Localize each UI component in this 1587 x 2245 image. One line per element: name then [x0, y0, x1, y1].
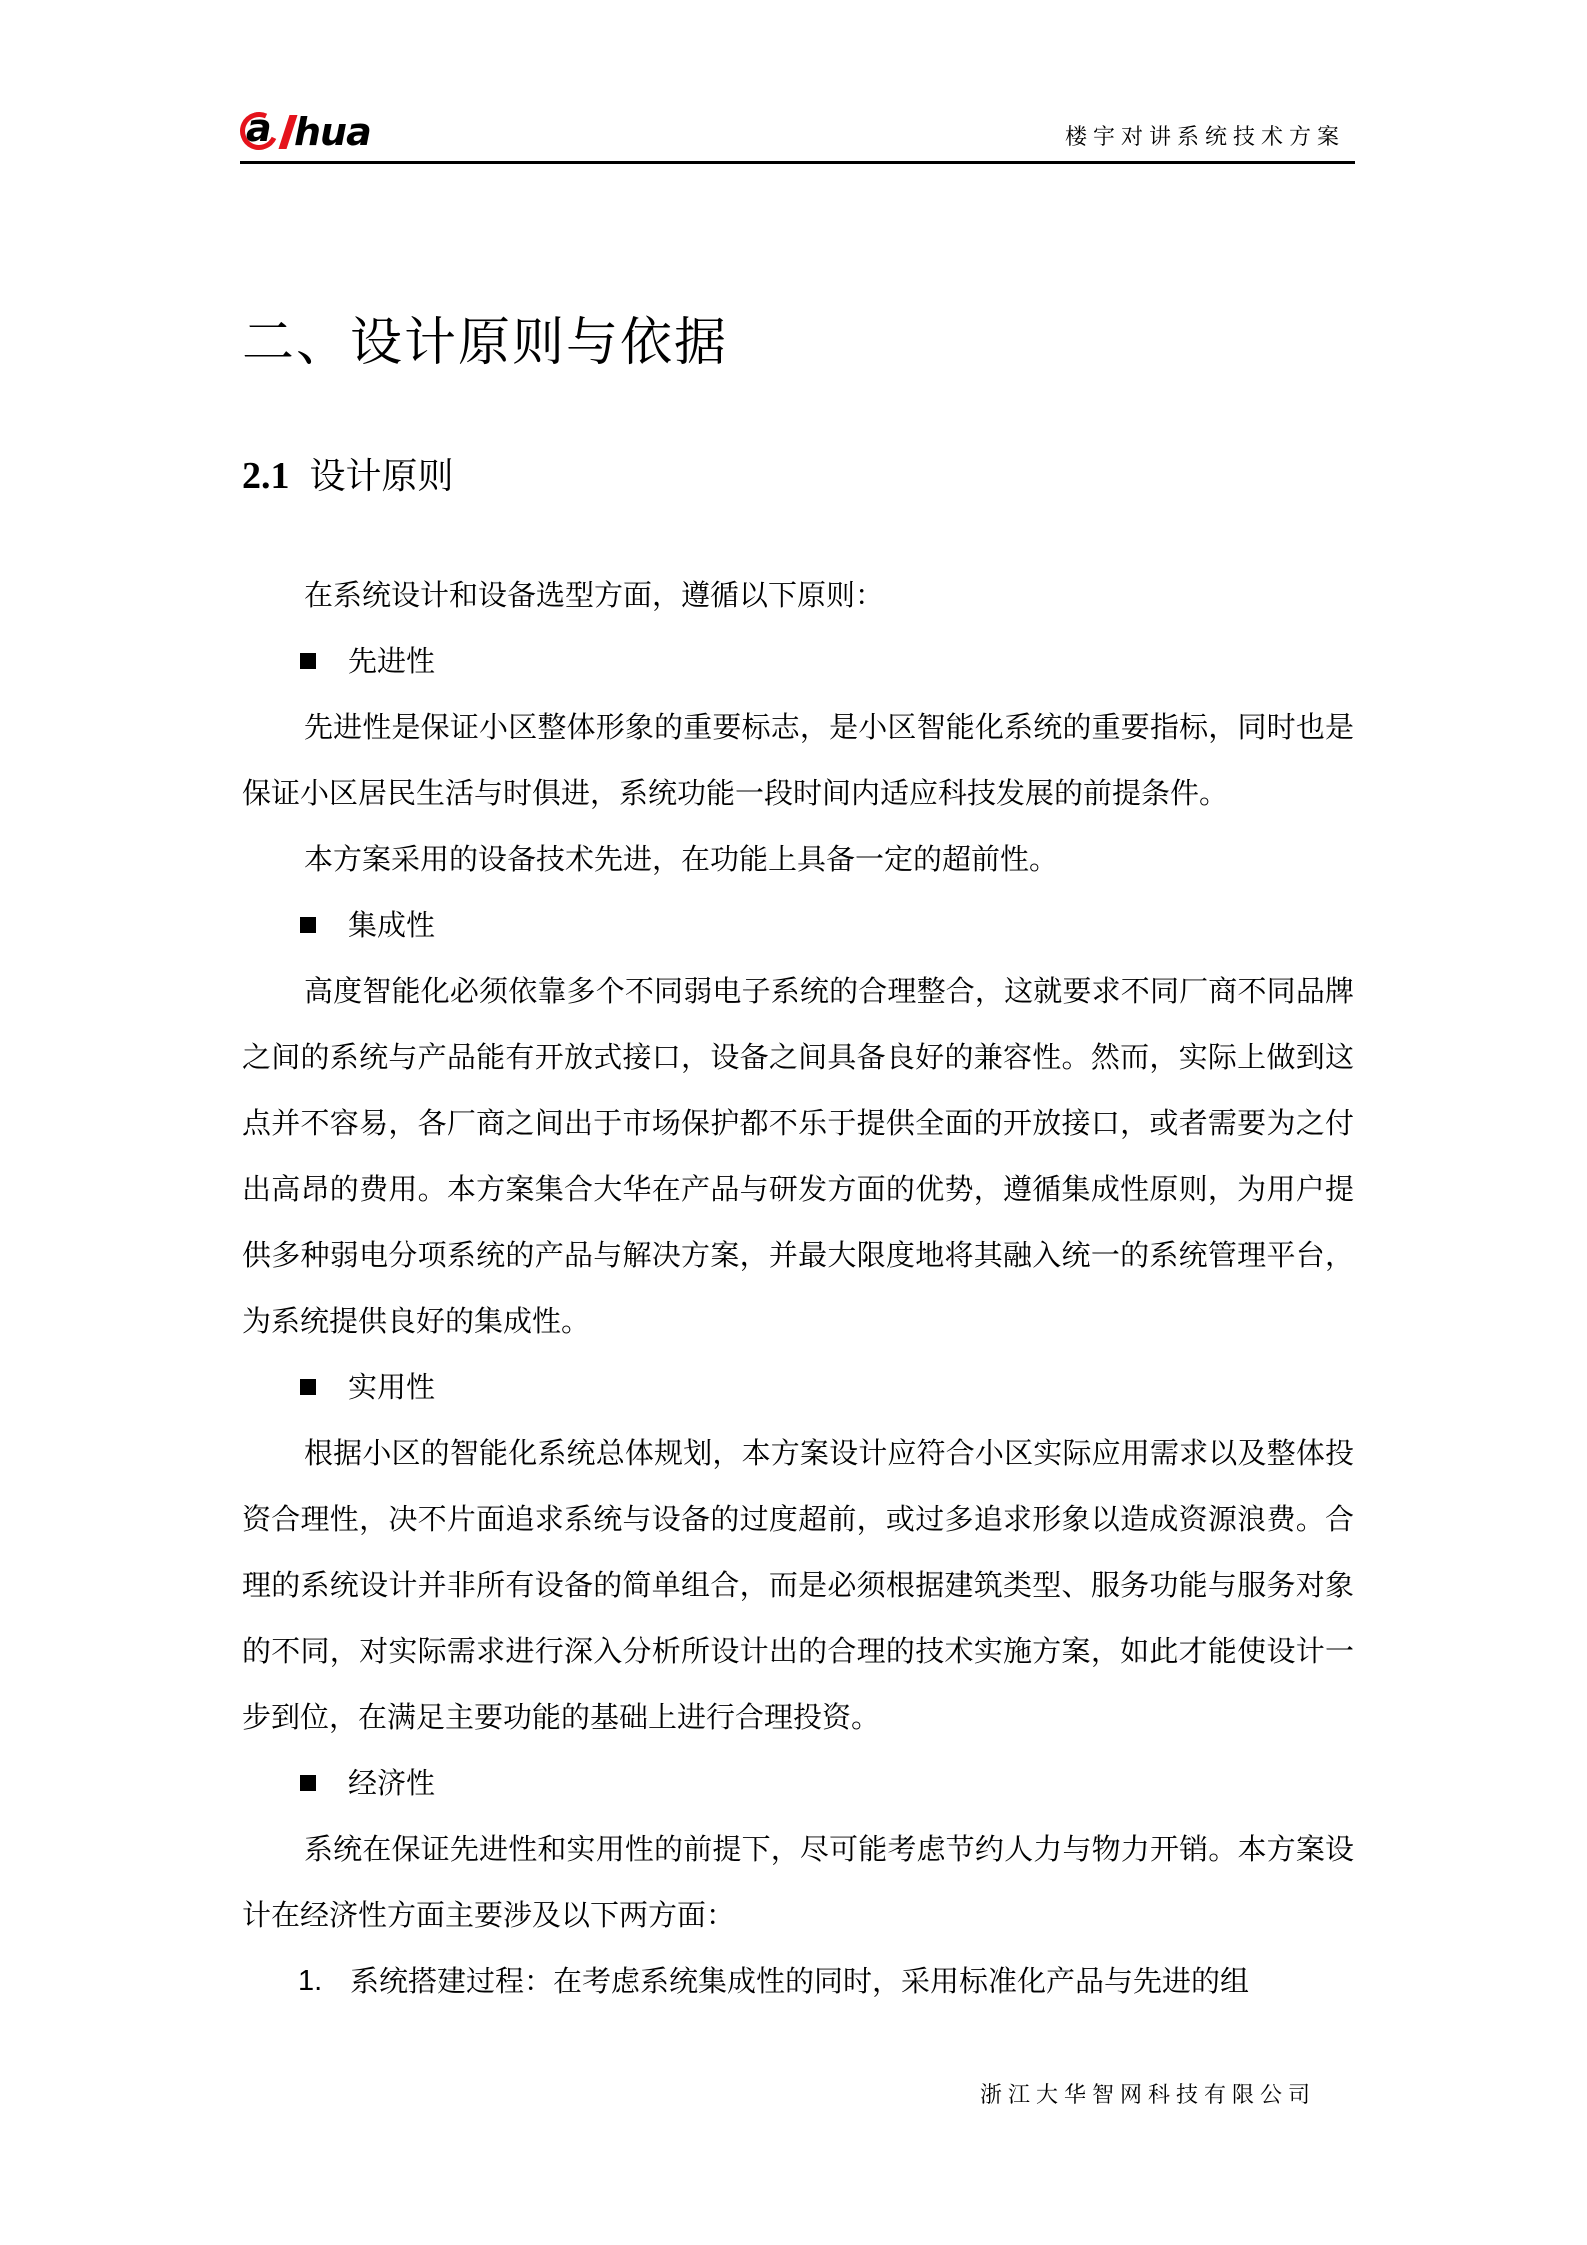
principle-title: 实用性: [348, 1370, 436, 1404]
list-item-text: 系统搭建过程：在考虑系统集成性的同时，采用标准化产品与先进的组: [350, 1964, 1250, 1998]
principle-heading: [242, 892, 1354, 958]
square-bullet-icon: [300, 1379, 316, 1395]
header-divider: [240, 161, 1355, 164]
dahua-logo: [240, 106, 371, 154]
body-content: [242, 562, 1354, 2014]
principle-title: 经济性: [348, 1766, 436, 1800]
section-title: 设计原则: [309, 456, 454, 497]
section-heading: [242, 448, 454, 499]
principle-title: 集成性: [348, 908, 436, 942]
principle-heading: [242, 1750, 1354, 1816]
numbered-list-item: [242, 1948, 1354, 2014]
principle-heading: [242, 628, 1354, 694]
principle-title: 先进性: [348, 644, 436, 678]
page-header: [240, 106, 1355, 164]
list-number: 1.: [298, 1965, 323, 1997]
section-number: 2.1: [242, 455, 290, 497]
paragraph: 高度智能化必须依靠多个不同弱电子系统的合理整合，这就要求不同厂商不同品牌之间的系统与产品能有开放式接口，设备之间具备良好的兼容性。然而，实际上做到这点并不容易，各厂商之间出于市场保护都不乐于提供全面的开放接口，或者需要为之付出高昂的费用。本方案集合大华在产品与研发方面的优势，遵循集成性原则，为用户提供多种弱电分项系统的产品与解决方案，并最大限度地将其融入统一的系统管理平台，为系统提供良好的集成性。: [242, 974, 1354, 1338]
square-bullet-icon: [300, 653, 316, 669]
paragraph: 本方案采用的设备技术先进，在功能上具备一定的超前性。: [304, 842, 1059, 876]
chapter-title: 二、设计原则与依据: [242, 313, 729, 373]
logo-text: hua: [294, 110, 371, 154]
paragraph: 先进性是保证小区整体形象的重要标志，是小区智能化系统的重要指标，同时也是保证小区居民生活与时俱进，系统功能一段时间内适应科技发展的前提条件。: [242, 710, 1354, 810]
square-bullet-icon: [300, 917, 316, 933]
paragraph: 系统在保证先进性和实用性的前提下，尽可能考虑节约人力与物力开销。本方案设计在经济性方面主要涉及以下两方面：: [242, 1832, 1354, 1932]
principle-heading: [242, 1354, 1354, 1420]
square-bullet-icon: [300, 1775, 316, 1791]
page-footer-company: 浙江大华智网科技有限公司: [980, 2083, 1317, 2108]
paragraph: 根据小区的智能化系统总体规划，本方案设计应符合小区实际应用需求以及整体投资合理性，决不片面追求系统与设备的过度超前，或过多追求形象以造成资源浪费。合理的系统设计并非所有设备的简单组合，而是必须根据建筑类型、服务功能与服务对象的不同，对实际需求进行深入分析所设计出的合理的技术实施方案，如此才能使设计一步到位，在满足主要功能的基础上进行合理投资。: [242, 1436, 1354, 1734]
logo-a-mark: a: [240, 112, 284, 152]
intro-paragraph: 在系统设计和设备选型方面，遵循以下原则：: [304, 578, 885, 612]
document-title: 楼宇对讲系统技术方案: [1064, 125, 1345, 150]
